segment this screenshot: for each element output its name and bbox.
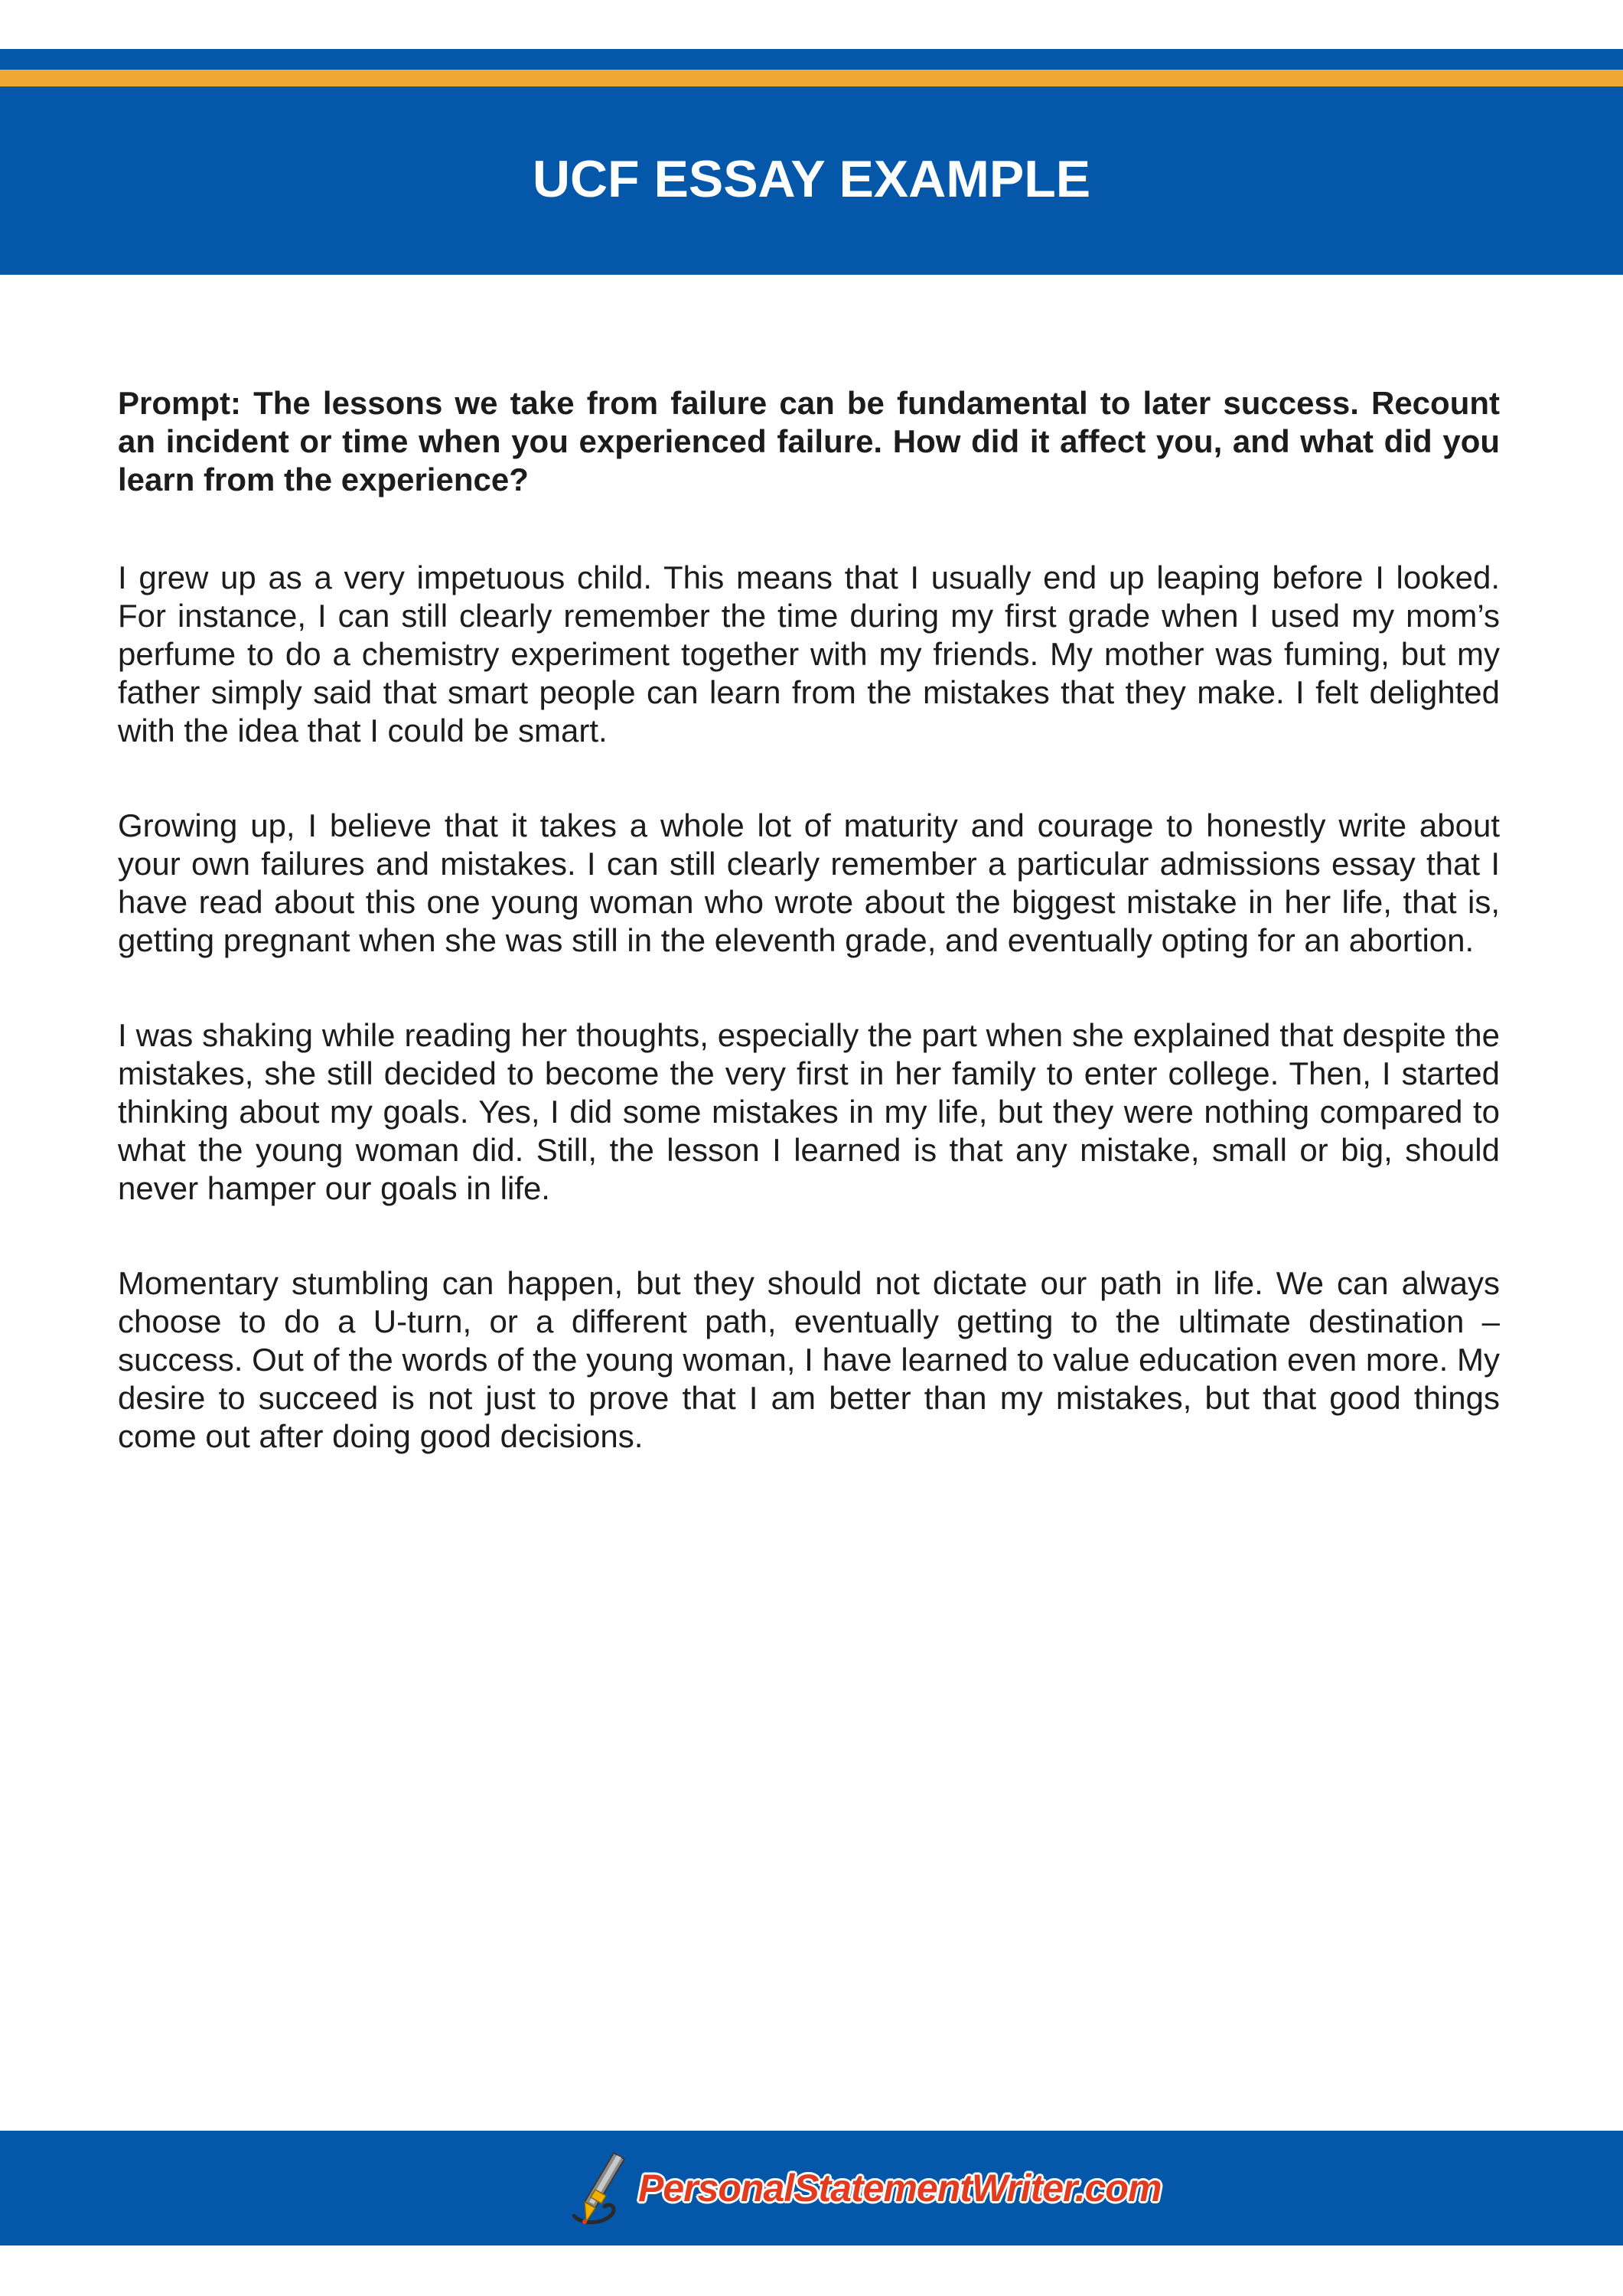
header-band (0, 49, 1623, 275)
site-logo[interactable] (566, 2148, 1161, 2228)
header-accent-stripe (0, 70, 1623, 86)
essay-prompt: Prompt: The lessons we take from failure can be fundamental to later success. Recount an incident or time when you experienced failure. How did it affect you, and what did you learn from the experience? (118, 385, 1500, 497)
essay-paragraph: I grew up as a very impetuous child. This means that I usually end up leaping before I looked. For instance, I can still clearly remember the time during my first grade when I used my mom’s perfume to do a chemistry experiment together with my friends. My mother was fuming, but my father simply said that smart people can learn from the mistakes that they make. I felt delighted with the idea that I could be smart. (118, 559, 1500, 748)
essay-paragraph: Growing up, I believe that it takes a whole lot of maturity and courage to honestly write about your own failures and mistakes. I can still clearly remember a particular admissions essay that I have read about this one young woman who wrote about the biggest mistake in her life, that is, getting pregnant when she was still in the eleventh grade, and eventually opting for an abortion. (118, 807, 1500, 958)
essay-paragraph: I was shaking while reading her thoughts, especially the part when she explained that despite the mistakes, she still decided to become the very first in her family to enter college. Then, I started thinking about my goals. Yes, I did some mistakes in my life, but they were nothing compared to what the young woman did. Still, the lesson I learned is that any mistake, small or big, should never hamper our goals in life. (118, 1017, 1500, 1206)
page-title: UCF ESSAY EXAMPLE (532, 150, 1091, 208)
footer-band (0, 2131, 1623, 2245)
pen-icon (566, 2148, 635, 2228)
essay-paragraph: Momentary stumbling can happen, but they should not dictate our path in life. We can always choose to do a U-turn, or a different path, eventually getting to the ultimate destination – success. Out of the words of the young woman, I have learned to value education even more. My desire to succeed is not just to prove that I am better than my mistakes, but that good things come out after doing good decisions. (118, 1265, 1500, 1454)
essay-body (118, 384, 1500, 1512)
logo-text: PersonalStatementWriter.com (638, 2167, 1162, 2210)
